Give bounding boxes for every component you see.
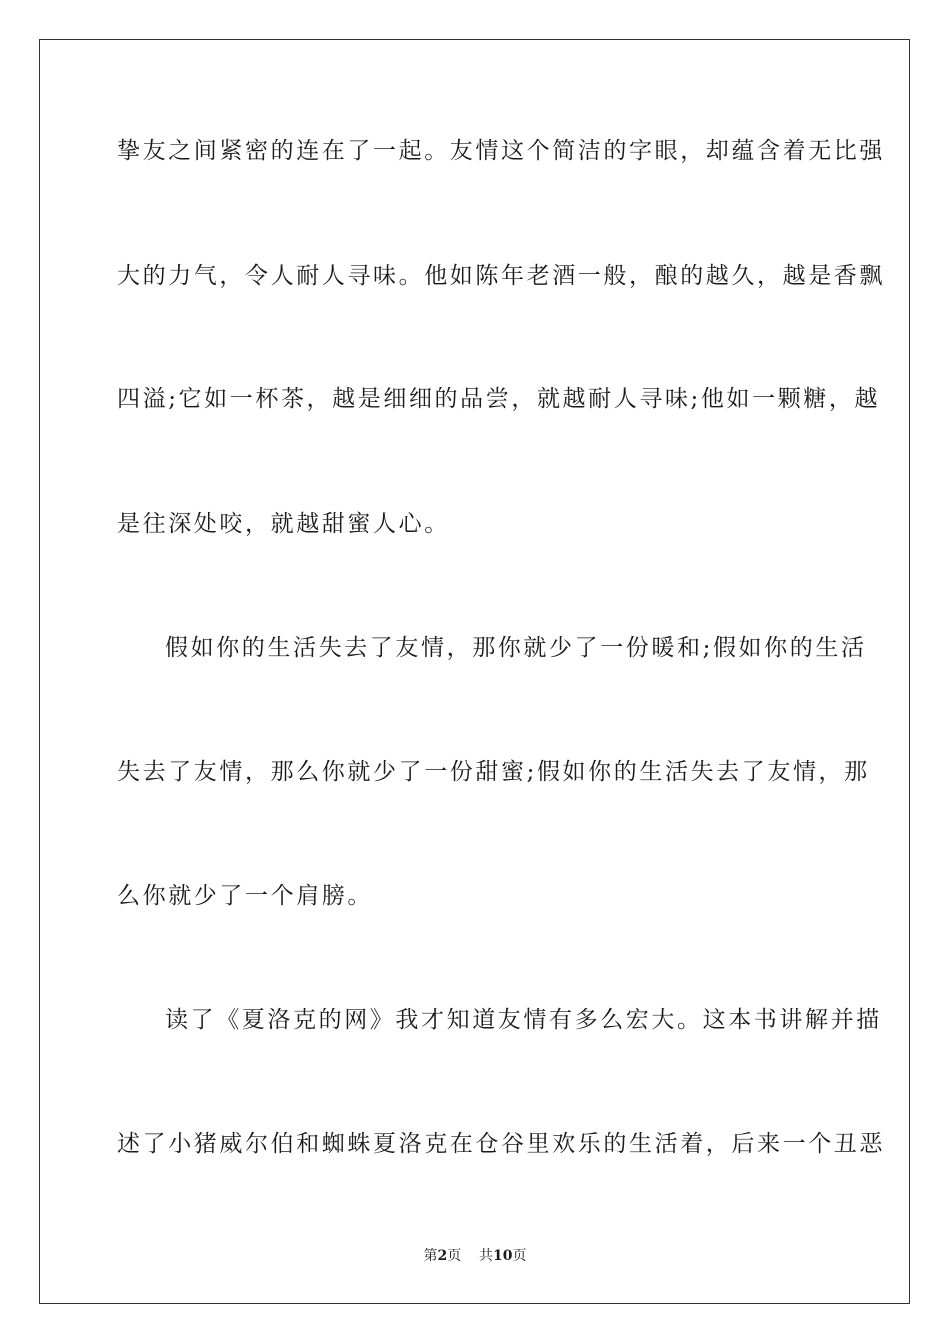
page-footer: [0, 1247, 950, 1265]
body-line-4: 是往深处咬，就越甜蜜人心。: [117, 511, 450, 537]
body-line-2: 大的力气，令人耐人寻味。他如陈年老酒一般，酿的越久，越是香飘: [117, 263, 885, 289]
body-line-9: 述了小猪威尔伯和蜘蛛夏洛克在仓谷里欢乐的生活着，后来一个丑恶: [117, 1131, 885, 1157]
body-line-1: 挚友之间紧密的连在了一起。友情这个简洁的字眼，却蕴含着无比强: [117, 138, 885, 164]
total-label-suffix: 页: [512, 1248, 527, 1264]
total-label-prefix: 共: [479, 1248, 494, 1264]
page-border: [39, 39, 910, 1304]
total-pages: 10: [493, 1248, 513, 1264]
page-number: 2: [437, 1248, 448, 1264]
body-line-8: 读了《夏洛克的网》我才知道友情有多么宏大。这本书讲解并描: [165, 1007, 882, 1033]
body-line-6: 失去了友情，那么你就少了一份甜蜜;假如你的生活失去了友情，那: [117, 759, 870, 785]
page-label-prefix: 第: [423, 1248, 438, 1264]
body-line-3: 四溢;它如一杯茶，越是细细的品尝，就越耐人寻味;他如一颗糖，越: [117, 386, 881, 412]
page-label-suffix: 页: [447, 1248, 462, 1264]
body-line-5: 假如你的生活失去了友情，那你就少了一份暖和;假如你的生活: [165, 635, 867, 661]
body-line-7: 么你就少了一个肩膀。: [117, 883, 373, 909]
